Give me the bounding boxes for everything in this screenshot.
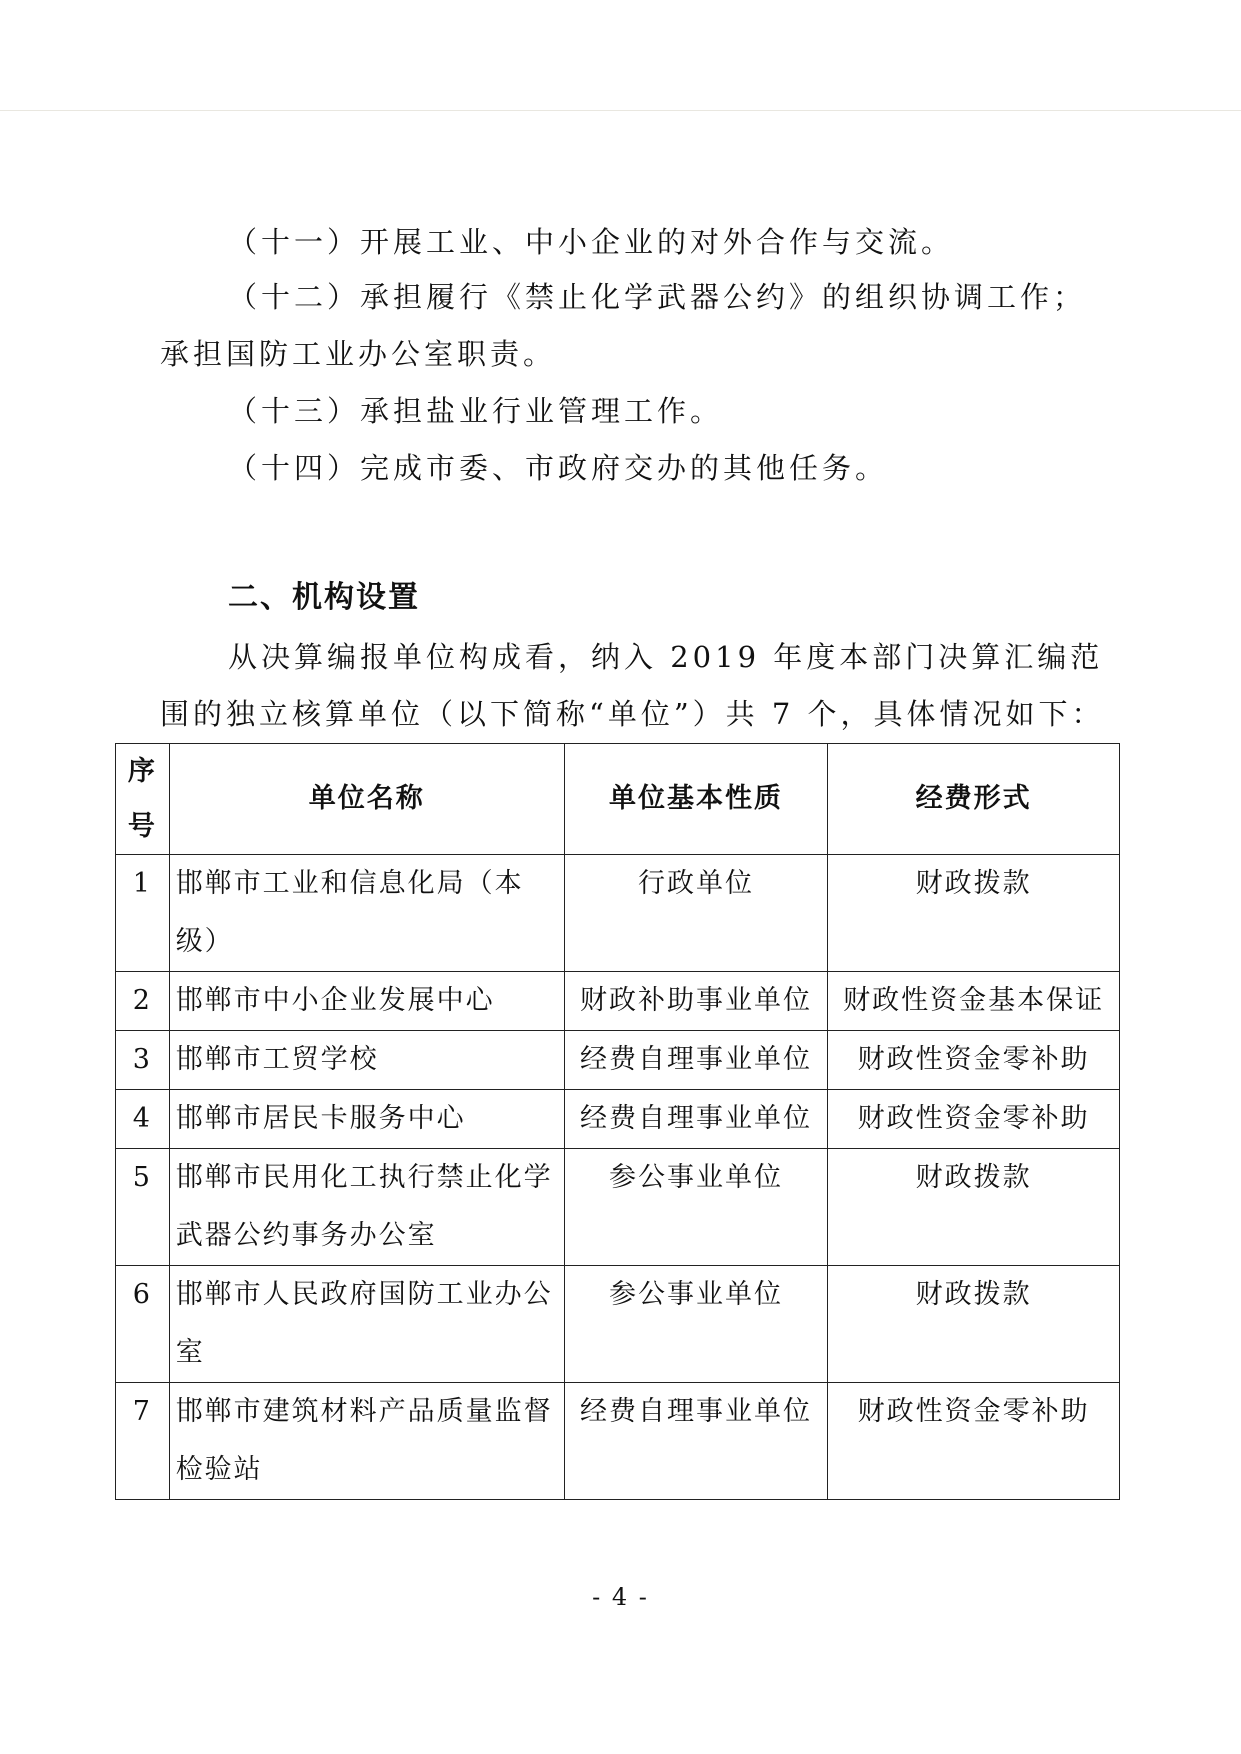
row-funding-form: 财政性资金零补助 bbox=[828, 1031, 1120, 1090]
header-unit-name: 单位名称 bbox=[169, 744, 564, 855]
table-row bbox=[116, 1090, 1120, 1149]
row-number: 5 bbox=[116, 1149, 170, 1266]
row-funding-form: 财政拨款 bbox=[828, 855, 1120, 972]
row-unit-nature: 参公事业单位 bbox=[564, 1149, 827, 1266]
header-funding-form: 经费形式 bbox=[828, 744, 1120, 855]
row-number: 6 bbox=[116, 1266, 170, 1383]
row-unit-name: 邯郸市人民政府国防工业办公室 bbox=[169, 1266, 564, 1383]
row-number: 3 bbox=[116, 1031, 170, 1090]
row-number: 4 bbox=[116, 1090, 170, 1149]
table-row bbox=[116, 1031, 1120, 1090]
row-unit-nature: 行政单位 bbox=[564, 855, 827, 972]
row-funding-form: 财政拨款 bbox=[828, 1266, 1120, 1383]
header-serial-line1: 序 bbox=[127, 756, 157, 787]
row-unit-nature: 经费自理事业单位 bbox=[564, 1090, 827, 1149]
row-unit-name: 邯郸市建筑材料产品质量监督检验站 bbox=[169, 1383, 564, 1500]
row-number: 1 bbox=[116, 855, 170, 972]
section-intro-line1: 从决算编报单位构成看，纳入 2019 年度本部门决算汇编范 bbox=[228, 640, 1104, 674]
table-row bbox=[116, 972, 1120, 1031]
paragraph-item-11: （十一）开展工业、中小企业的对外合作与交流。 bbox=[228, 225, 955, 259]
row-number: 7 bbox=[116, 1383, 170, 1500]
row-funding-form: 财政性资金零补助 bbox=[828, 1090, 1120, 1149]
row-unit-nature: 财政补助事业单位 bbox=[564, 972, 827, 1031]
header-serial-number bbox=[116, 744, 170, 855]
row-number: 2 bbox=[116, 972, 170, 1031]
page-number: - 4 - bbox=[592, 1583, 649, 1611]
table-row bbox=[116, 1149, 1120, 1266]
paragraph-item-12-line2: 承担国防工业办公室职责。 bbox=[160, 337, 557, 371]
row-unit-nature: 经费自理事业单位 bbox=[564, 1031, 827, 1090]
table-row bbox=[116, 1266, 1120, 1383]
paragraph-item-14: （十四）完成市委、市政府交办的其他任务。 bbox=[228, 451, 889, 485]
row-unit-name: 邯郸市工贸学校 bbox=[169, 1031, 564, 1090]
row-unit-name: 邯郸市中小企业发展中心 bbox=[169, 972, 564, 1031]
row-funding-form: 财政性资金基本保证 bbox=[828, 972, 1120, 1031]
units-table bbox=[115, 743, 1120, 1500]
row-unit-nature: 参公事业单位 bbox=[564, 1266, 827, 1383]
header-unit-nature: 单位基本性质 bbox=[564, 744, 827, 855]
table-row bbox=[116, 1383, 1120, 1500]
paragraph-item-12-line1: （十二）承担履行《禁止化学武器公约》的组织协调工作； bbox=[228, 280, 1087, 314]
row-funding-form: 财政拨款 bbox=[828, 1149, 1120, 1266]
section-intro-line2: 围的独立核算单位（以下简称“单位”）共 7 个，具体情况如下： bbox=[160, 697, 1105, 731]
section-heading: 二、机构设置 bbox=[228, 580, 420, 615]
row-funding-form: 财政性资金零补助 bbox=[828, 1383, 1120, 1500]
table-row bbox=[116, 855, 1120, 972]
table-header-row bbox=[116, 744, 1120, 855]
header-serial-line2: 号 bbox=[127, 811, 157, 842]
row-unit-nature: 经费自理事业单位 bbox=[564, 1383, 827, 1500]
paragraph-item-13: （十三）承担盐业行业管理工作。 bbox=[228, 394, 724, 428]
row-unit-name: 邯郸市民用化工执行禁止化学武器公约事务办公室 bbox=[169, 1149, 564, 1266]
row-unit-name: 邯郸市居民卡服务中心 bbox=[169, 1090, 564, 1149]
row-unit-name: 邯郸市工业和信息化局（本级） bbox=[169, 855, 564, 972]
header-rule bbox=[0, 110, 1241, 111]
